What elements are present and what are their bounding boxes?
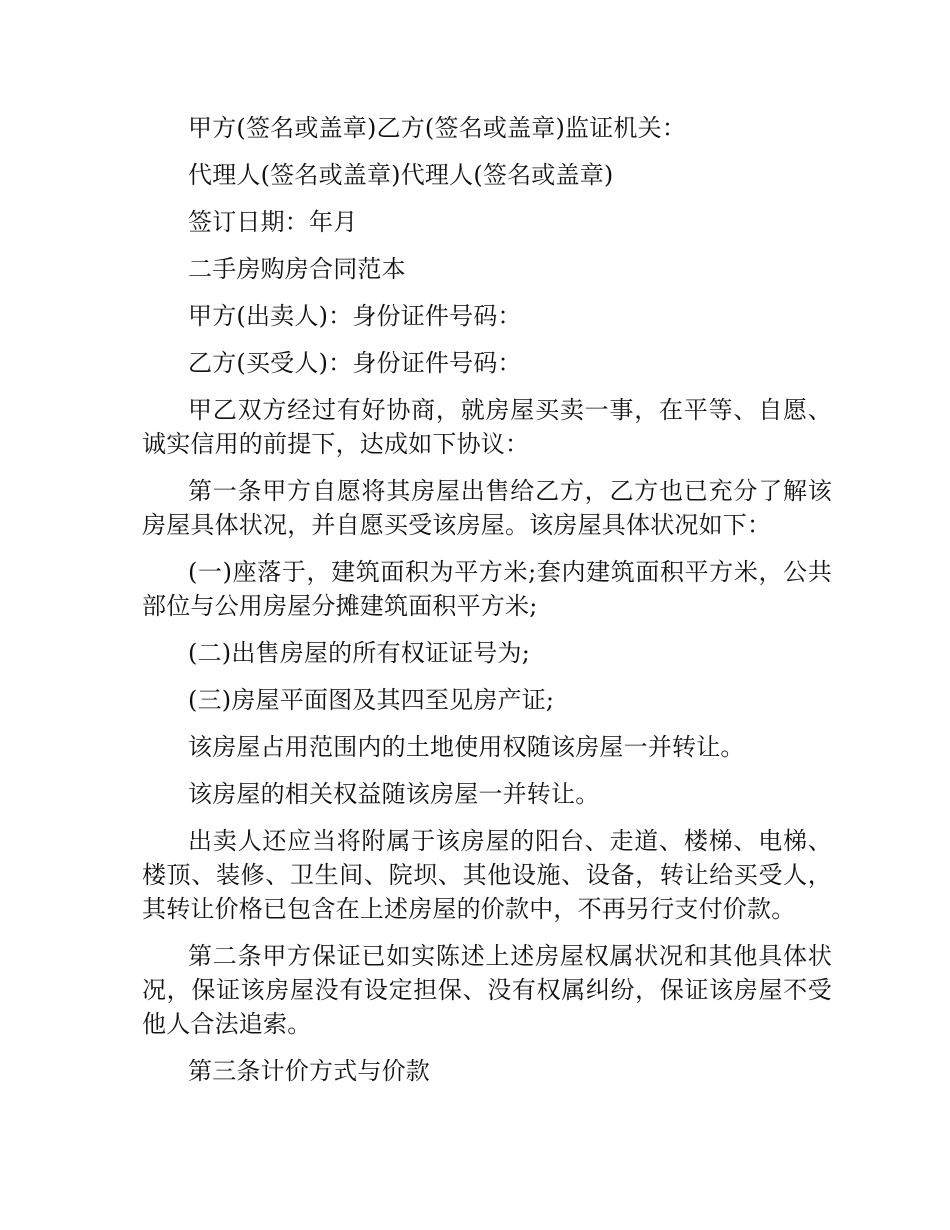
preamble-paragraph: 甲乙双方经过有好协商，就房屋买卖一事，在平等、自愿、诚实信用的前提下，达成如下协议：	[142, 396, 832, 458]
rights-clause: 该房屋的相关权益随该房屋一并转让。	[188, 780, 600, 808]
article-1-item-3: (三)房屋平面图及其四至见房产证;	[188, 686, 555, 714]
article-1-item-1: (一)座落于，建筑面积为平方米;套内建筑面积平方米，公共部位与公用房屋分摊建筑面积平方米;	[142, 558, 832, 620]
signature-line-agents: 代理人(签名或盖章)代理人(签名或盖章)	[188, 161, 614, 189]
contract-title: 二手房购房合同范本	[188, 255, 406, 283]
ancillary-facilities-clause: 出卖人还应当将附属于该房屋的阳台、走道、楼梯、电梯、楼顶、装修、卫生间、院坝、其他设施、设备，转让给买受人，其转让价格已包含在上述房屋的价款中，不再另行支付价款。	[142, 827, 832, 923]
article-3-heading: 第三条计价方式与价款	[188, 1057, 430, 1085]
party-b-line: 乙方(买受人)：身份证件号码：	[188, 349, 522, 377]
land-use-clause: 该房屋占用范围内的土地使用权随该房屋一并转让。	[188, 733, 745, 761]
article-2: 第二条甲方保证已如实陈述上述房屋权属状况和其他具体状况，保证该房屋没有设定担保、没有权属纠纷，保证该房屋不受他人合法追索。	[142, 942, 832, 1038]
signature-line-parties: 甲方(签名或盖章)乙方(签名或盖章)监证机关：	[188, 114, 687, 142]
document-body	[142, 111, 832, 1101]
signing-date: 签订日期：年月	[188, 208, 358, 236]
article-1: 第一条甲方自愿将其房屋出售给乙方，乙方也已充分了解该房屋具体状况，并自愿买受该房屋。该房屋具体状况如下：	[142, 477, 832, 539]
party-a-line: 甲方(出卖人)：身份证件号码：	[188, 302, 522, 330]
article-1-item-2: (二)出售房屋的所有权证证号为;	[188, 639, 531, 667]
